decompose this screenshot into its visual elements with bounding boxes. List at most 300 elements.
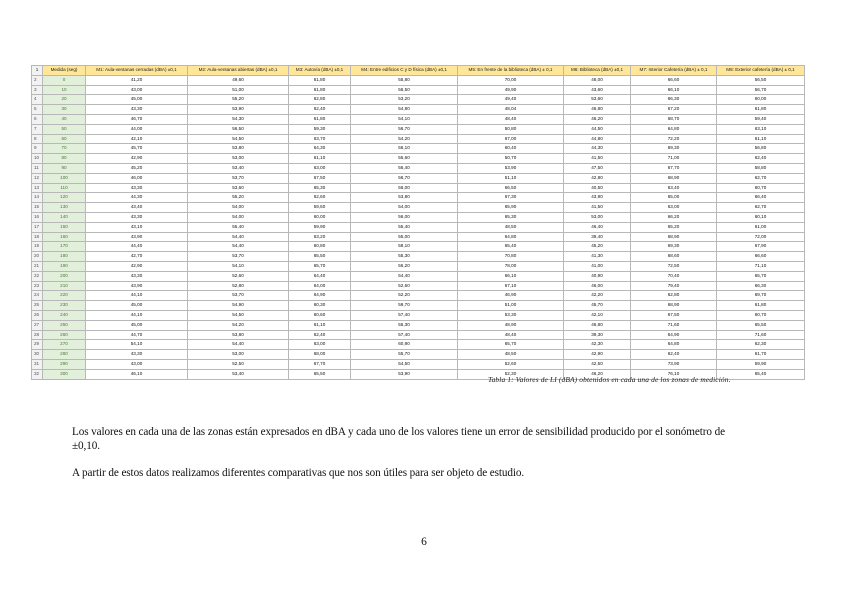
table-row	[32, 252, 805, 262]
value-cell: 68,90	[631, 173, 717, 183]
value-cell: 72,20	[631, 134, 717, 144]
value-cell: 73,90	[631, 359, 717, 369]
value-cell: 59,70	[351, 301, 458, 311]
table-row	[32, 203, 805, 213]
value-cell: 53,30	[458, 310, 564, 320]
value-cell: 65,90	[458, 203, 564, 213]
time-cell: 40	[43, 114, 86, 124]
row-number: 5	[32, 105, 43, 115]
value-cell: 55,30	[351, 320, 458, 330]
time-cell: 240	[43, 310, 86, 320]
value-cell: 46,00	[86, 173, 188, 183]
value-cell: 52,50	[188, 359, 289, 369]
table-row	[32, 75, 805, 85]
value-cell: 53,80	[188, 330, 289, 340]
value-cell: 60,30	[289, 301, 351, 311]
value-cell: 61,80	[289, 114, 351, 124]
value-cell: 66,40	[717, 193, 805, 203]
value-cell: 66,10	[631, 85, 717, 95]
table-row	[32, 222, 805, 232]
table-row	[32, 232, 805, 242]
table-row	[32, 114, 805, 124]
value-cell: 60,10	[717, 212, 805, 222]
value-cell: 63,20	[289, 232, 351, 242]
value-cell: 54,90	[188, 301, 289, 311]
value-cell: 66,30	[717, 281, 805, 291]
value-cell: 48,50	[458, 222, 564, 232]
value-cell: 42,10	[564, 310, 631, 320]
time-cell: 70	[43, 144, 86, 154]
value-cell: 61,10	[289, 320, 351, 330]
value-cell: 69,30	[631, 242, 717, 252]
value-cell: 53,70	[188, 252, 289, 262]
value-cell: 71,00	[631, 154, 717, 164]
value-cell: 49,90	[458, 85, 564, 95]
column-header: M7: Interior Cafetería (dBA) ± 0,1	[631, 66, 717, 76]
value-cell: 42,70	[86, 252, 188, 262]
value-cell: 67,00	[458, 134, 564, 144]
value-cell: 45,70	[86, 144, 188, 154]
value-cell: 51,10	[458, 173, 564, 183]
row-number: 4	[32, 95, 43, 105]
value-cell: 57,40	[351, 330, 458, 340]
time-cell: 190	[43, 261, 86, 271]
value-cell: 53,90	[351, 369, 458, 379]
value-cell: 66,60	[717, 252, 805, 262]
table-row	[32, 301, 805, 311]
value-cell: 42,30	[564, 340, 631, 350]
value-cell: 45,00	[86, 320, 188, 330]
time-cell: 260	[43, 330, 86, 340]
row-number: 30	[32, 350, 43, 360]
value-cell: 53,40	[188, 163, 289, 173]
table-row	[32, 85, 805, 95]
value-cell: 67,70	[289, 359, 351, 369]
value-cell: 45,00	[86, 301, 188, 311]
value-cell: 52,20	[351, 291, 458, 301]
value-cell: 71,60	[631, 320, 717, 330]
row-number: 22	[32, 271, 43, 281]
value-cell: 43,30	[86, 271, 188, 281]
time-cell: 10	[43, 85, 86, 95]
value-cell: 42,90	[564, 350, 631, 360]
value-cell: 63,00	[289, 163, 351, 173]
value-cell: 68,60	[631, 252, 717, 262]
time-cell: 270	[43, 340, 86, 350]
value-cell: 51,00	[188, 85, 289, 95]
value-cell: 62,40	[289, 330, 351, 340]
table-row	[32, 173, 805, 183]
value-cell: 54,40	[351, 271, 458, 281]
value-cell: 44,10	[86, 310, 188, 320]
value-cell: 41,30	[564, 252, 631, 262]
value-cell: 54,40	[188, 232, 289, 242]
value-cell: 61,10	[717, 134, 805, 144]
value-cell: 67,50	[289, 173, 351, 183]
value-cell: 56,80	[717, 144, 805, 154]
value-cell: 41,50	[564, 203, 631, 213]
value-cell: 53,60	[564, 95, 631, 105]
row-number: 14	[32, 193, 43, 203]
value-cell: 48,04	[458, 105, 564, 115]
value-cell: 62,40	[717, 154, 805, 164]
value-cell: 55,70	[351, 350, 458, 360]
value-cell: 54,20	[188, 320, 289, 330]
value-cell: 48,50	[458, 350, 564, 360]
value-cell: 43,00	[86, 85, 188, 95]
value-cell: 48,40	[458, 114, 564, 124]
value-cell: 61,80	[289, 85, 351, 95]
table-row	[32, 193, 805, 203]
value-cell: 72,00	[717, 232, 805, 242]
value-cell: 46,80	[564, 105, 631, 115]
value-cell: 43,90	[86, 232, 188, 242]
row-number: 15	[32, 203, 43, 213]
value-cell: 48,40	[458, 330, 564, 340]
value-cell: 61,80	[289, 75, 351, 85]
value-cell: 50,70	[458, 154, 564, 164]
value-cell: 62,30	[717, 340, 805, 350]
value-cell: 45,70	[564, 301, 631, 311]
page-number: 6	[421, 536, 427, 548]
row-number: 11	[32, 163, 43, 173]
value-cell: 45,20	[564, 242, 631, 252]
value-cell: 41,20	[86, 75, 188, 85]
value-cell: 54,80	[351, 105, 458, 115]
paragraph-comparisons: A partir de estos datos realizamos diferentes comparativas que nos son útiles para ser objeto de estudio.	[72, 467, 525, 479]
value-cell: 68,90	[631, 301, 717, 311]
value-cell: 64,80	[631, 340, 717, 350]
table-row	[32, 183, 805, 193]
value-cell: 44,80	[564, 134, 631, 144]
value-cell: 60,90	[351, 340, 458, 350]
row-number-header: 1	[32, 66, 43, 76]
value-cell: 51,00	[458, 301, 564, 311]
value-cell: 59,40	[717, 114, 805, 124]
table-row	[32, 271, 805, 281]
table-row	[32, 242, 805, 252]
value-cell: 70,00	[458, 75, 564, 85]
value-cell: 53,80	[351, 193, 458, 203]
value-cell: 43,00	[86, 359, 188, 369]
value-cell: 53,00	[188, 154, 289, 164]
spreadsheet-excerpt	[31, 65, 804, 380]
value-cell: 56,70	[717, 85, 805, 95]
value-cell: 62,70	[717, 173, 805, 183]
value-cell: 70,80	[458, 252, 564, 262]
value-cell: 43,40	[86, 203, 188, 213]
table-row	[32, 281, 805, 291]
row-number: 17	[32, 222, 43, 232]
value-cell: 67,30	[458, 193, 564, 203]
value-cell: 67,90	[717, 242, 805, 252]
table-row	[32, 330, 805, 340]
value-cell: 56,70	[351, 124, 458, 134]
table-row	[32, 124, 805, 134]
time-cell: 290	[43, 359, 86, 369]
column-header: M6: Biblioteca (dBA) ±0,1	[564, 66, 631, 76]
time-cell: 160	[43, 232, 86, 242]
value-cell: 65,70	[458, 340, 564, 350]
row-number: 26	[32, 310, 43, 320]
row-number: 31	[32, 359, 43, 369]
table-row	[32, 340, 805, 350]
value-cell: 59,90	[289, 222, 351, 232]
time-cell: 130	[43, 203, 86, 213]
time-cell: 30	[43, 105, 86, 115]
row-number: 28	[32, 330, 43, 340]
column-header: Medida (seg)	[43, 66, 86, 76]
column-header: M1: Aula-ventanas cerradas (dBA) ±0,1	[86, 66, 188, 76]
column-header: M5: En frente de la biblioteca (dBA) ± 0,1	[458, 66, 564, 76]
value-cell: 55,20	[188, 95, 289, 105]
value-cell: 53,90	[188, 105, 289, 115]
value-cell: 52,80	[188, 281, 289, 291]
value-cell: 59,30	[289, 124, 351, 134]
value-cell: 56,50	[717, 75, 805, 85]
value-cell: 65,40	[458, 242, 564, 252]
value-cell: 44,40	[86, 242, 188, 252]
value-cell: 68,00	[289, 350, 351, 360]
value-cell: 42,90	[86, 154, 188, 164]
value-cell: 63,70	[289, 134, 351, 144]
value-cell: 53,60	[188, 183, 289, 193]
value-cell: 43,60	[564, 85, 631, 95]
row-number: 25	[32, 301, 43, 311]
value-cell: 56,50	[351, 85, 458, 95]
table-row	[32, 154, 805, 164]
value-cell: 55,80	[351, 75, 458, 85]
value-cell: 43,30	[86, 105, 188, 115]
value-cell: 42,20	[564, 291, 631, 301]
table-row	[32, 359, 805, 369]
value-cell: 57,40	[351, 310, 458, 320]
value-cell: 68,70	[631, 114, 717, 124]
paragraph-units: Los valores en cada una de las zonas están expresados en dBA y cada uno de los valores tiene un error de sensibilidad producido por el sonómetro de ±0,10.	[72, 426, 725, 452]
value-cell: 43,90	[564, 193, 631, 203]
value-cell: 63,10	[717, 124, 805, 134]
value-cell: 44,70	[86, 330, 188, 340]
value-cell: 54,00	[351, 203, 458, 213]
value-cell: 54,10	[86, 340, 188, 350]
value-cell: 64,30	[289, 144, 351, 154]
value-cell: 49,60	[188, 75, 289, 85]
value-cell: 54,40	[188, 340, 289, 350]
value-cell: 42,50	[564, 359, 631, 369]
column-header: M2: Aula-ventanas abiertas (dBA) ±0,1	[188, 66, 289, 76]
time-cell: 170	[43, 242, 86, 252]
value-cell: 55,00	[351, 232, 458, 242]
value-cell: 63,40	[631, 183, 717, 193]
row-number: 21	[32, 261, 43, 271]
row-number: 29	[32, 340, 43, 350]
time-cell: 250	[43, 320, 86, 330]
value-cell: 56,70	[351, 173, 458, 183]
value-cell: 65,20	[631, 222, 717, 232]
value-cell: 48,90	[458, 320, 564, 330]
value-cell: 58,10	[351, 242, 458, 252]
row-number: 9	[32, 144, 43, 154]
value-cell: 52,60	[351, 281, 458, 291]
value-cell: 56,20	[351, 261, 458, 271]
row-number: 2	[32, 75, 43, 85]
time-cell: 150	[43, 222, 86, 232]
table-row	[32, 134, 805, 144]
time-cell: 210	[43, 281, 86, 291]
value-cell: 65,30	[458, 212, 564, 222]
value-cell: 44,30	[86, 193, 188, 203]
value-cell: 59,90	[717, 359, 805, 369]
value-cell: 65,40	[717, 369, 805, 379]
value-cell: 59,60	[289, 203, 351, 213]
value-cell: 65,50	[717, 320, 805, 330]
value-cell: 60,70	[717, 310, 805, 320]
value-cell: 54,00	[188, 212, 289, 222]
value-cell: 68,90	[631, 232, 717, 242]
value-cell: 54,50	[188, 310, 289, 320]
table-caption: Tabla 1: Valores de LI (dBA) obtenidos en cada una de los zonas de medición.	[488, 375, 731, 384]
value-cell: 46,20	[564, 369, 631, 379]
value-cell: 43,10	[86, 222, 188, 232]
value-cell: 67,20	[631, 105, 717, 115]
value-cell: 63,00	[289, 340, 351, 350]
value-cell: 54,10	[188, 261, 289, 271]
value-cell: 56,40	[351, 163, 458, 173]
value-cell: 72,50	[631, 261, 717, 271]
table-row	[32, 95, 805, 105]
value-cell: 52,60	[458, 359, 564, 369]
value-cell: 44,50	[564, 124, 631, 134]
value-cell: 64,90	[289, 291, 351, 301]
value-cell: 43,90	[86, 281, 188, 291]
value-cell: 53,70	[188, 173, 289, 183]
value-cell: 66,20	[631, 212, 717, 222]
table-row	[32, 291, 805, 301]
value-cell: 71,60	[717, 330, 805, 340]
column-header: M3: Autovía (dBA) ±0,1	[289, 66, 351, 76]
time-cell: 0	[43, 75, 86, 85]
row-number: 24	[32, 291, 43, 301]
row-number: 27	[32, 320, 43, 330]
time-cell: 230	[43, 301, 86, 311]
value-cell: 61,80	[717, 301, 805, 311]
value-cell: 65,50	[289, 252, 351, 262]
time-cell: 280	[43, 350, 86, 360]
value-cell: 55,40	[351, 222, 458, 232]
time-cell: 300	[43, 369, 86, 379]
value-cell: 45,00	[86, 95, 188, 105]
value-cell: 55,40	[188, 222, 289, 232]
value-cell: 66,10	[458, 271, 564, 281]
value-cell: 70,40	[631, 271, 717, 281]
row-number: 8	[32, 134, 43, 144]
value-cell: 45,20	[86, 163, 188, 173]
table-row	[32, 320, 805, 330]
value-cell: 47,50	[564, 163, 631, 173]
value-cell: 67,10	[458, 281, 564, 291]
row-number: 12	[32, 173, 43, 183]
value-cell: 53,80	[188, 144, 289, 154]
value-cell: 56,10	[351, 144, 458, 154]
table-row	[32, 163, 805, 173]
value-cell: 53,00	[188, 350, 289, 360]
value-cell: 67,50	[631, 310, 717, 320]
value-cell: 62,80	[631, 291, 717, 301]
time-cell: 120	[43, 193, 86, 203]
value-cell: 61,80	[717, 105, 805, 115]
value-cell: 62,40	[289, 105, 351, 115]
value-cell: 41,00	[564, 261, 631, 271]
value-cell: 65,70	[289, 261, 351, 271]
value-cell: 53,00	[564, 212, 631, 222]
value-cell: 39,30	[564, 330, 631, 340]
value-cell: 62,60	[289, 193, 351, 203]
value-cell: 55,60	[351, 154, 458, 164]
value-cell: 52,60	[188, 271, 289, 281]
value-cell: 67,70	[631, 163, 717, 173]
value-cell: 64,00	[289, 281, 351, 291]
value-cell: 53,40	[188, 369, 289, 379]
value-cell: 60,40	[458, 144, 564, 154]
value-cell: 64,40	[289, 271, 351, 281]
time-cell: 50	[43, 124, 86, 134]
value-cell: 71,10	[717, 261, 805, 271]
value-cell: 54,20	[351, 134, 458, 144]
value-cell: 60,60	[289, 310, 351, 320]
value-cell: 46,00	[564, 75, 631, 85]
value-cell: 44,10	[86, 291, 188, 301]
value-cell: 56,50	[188, 124, 289, 134]
time-cell: 220	[43, 291, 86, 301]
value-cell: 46,40	[564, 222, 631, 232]
value-cell: 52,30	[458, 369, 564, 379]
time-cell: 200	[43, 271, 86, 281]
value-cell: 53,70	[188, 291, 289, 301]
value-cell: 55,30	[351, 252, 458, 262]
value-cell: 54,40	[188, 242, 289, 252]
value-cell: 44,00	[86, 124, 188, 134]
value-cell: 78,00	[458, 261, 564, 271]
value-cell: 65,70	[717, 271, 805, 281]
value-cell: 40,90	[564, 271, 631, 281]
row-number: 32	[32, 369, 43, 379]
value-cell: 63,00	[631, 203, 717, 213]
value-cell: 54,50	[188, 134, 289, 144]
value-cell: 61,10	[289, 154, 351, 164]
value-cell: 66,30	[631, 95, 717, 105]
value-cell: 65,50	[289, 369, 351, 379]
row-number: 10	[32, 154, 43, 164]
time-cell: 20	[43, 95, 86, 105]
value-cell: 76,10	[631, 369, 717, 379]
table-row	[32, 350, 805, 360]
value-cell: 43,30	[86, 212, 188, 222]
value-cell: 41,50	[564, 154, 631, 164]
value-cell: 53,20	[351, 95, 458, 105]
value-cell: 54,00	[188, 203, 289, 213]
value-cell: 60,00	[289, 212, 351, 222]
value-cell: 65,30	[289, 183, 351, 193]
value-cell: 46,10	[86, 369, 188, 379]
value-cell: 62,40	[631, 350, 717, 360]
value-cell: 42,10	[86, 134, 188, 144]
measurement-table	[31, 65, 805, 380]
value-cell: 40,50	[564, 183, 631, 193]
value-cell: 65,00	[631, 193, 717, 203]
value-cell: 60,80	[289, 242, 351, 252]
value-cell: 54,50	[351, 359, 458, 369]
table-row	[32, 105, 805, 115]
